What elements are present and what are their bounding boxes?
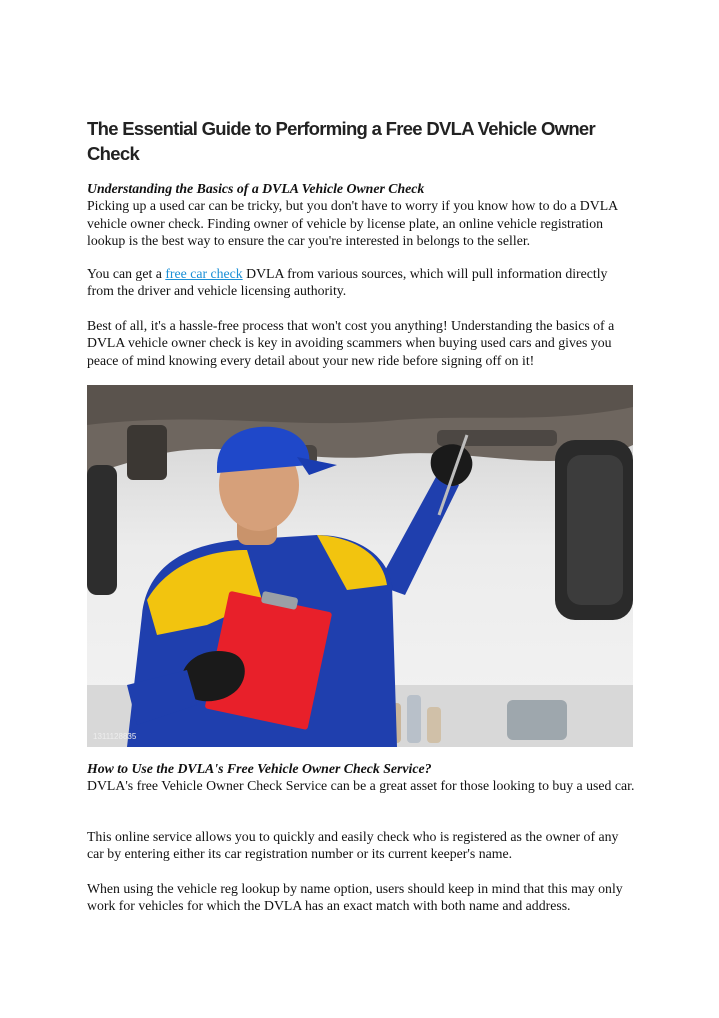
section2-paragraph-2: This online service allows you to quickly and easily check who is registered as the owner of any car by entering either its car registration number or its current keeper's name.: [87, 829, 619, 862]
section2-paragraph-1: DVLA's free Vehicle Owner Check Service can be a great asset for those looking to buy a used car.: [87, 778, 635, 794]
section2-intro: [87, 760, 635, 795]
section2-heading: How to Use the DVLA's Free Vehicle Owner Check Service?: [87, 761, 432, 776]
paragraph-2-text-after: DVLA from various sources, which will pull information directly from the driver and vehicle licensing authority.: [87, 266, 608, 299]
mechanic-illustration: [87, 385, 633, 747]
article-title: The Essential Guide to Performing a Free DVLA Vehicle Owner Check: [87, 118, 596, 164]
section1-intro: [87, 180, 635, 249]
free-car-check-link[interactable]: free car check: [165, 266, 243, 281]
section1-paragraph-2: [87, 265, 635, 300]
section1-paragraph-3: Best of all, it's a hassle-free process that won't cost you anything! Understanding the basics of a DVLA vehicle owner check is key in avoiding scammers when buying used cars and gives you peace of mind knowing every detail about your new ride before signing off on it!: [87, 318, 615, 368]
mechanic-photo: [87, 385, 633, 747]
section2-paragraph-3: When using the vehicle reg lookup by name option, users should keep in mind that this may only work for vehicles for which the DVLA has an exact match with both name and address.: [87, 881, 623, 914]
stock-photo-id: 1311128835: [93, 732, 137, 741]
paragraph-2-text-before: You can get a: [87, 266, 166, 281]
section1-paragraph-1: Picking up a used car can be tricky, but you don't have to worry if you know how to do a DVLA vehicle owner check. Finding owner of vehicle by license plate, an online vehicle registration lookup is the best way to ensure the car you're interested in belongs to the seller.: [87, 198, 618, 248]
section1-heading: Understanding the Basics of a DVLA Vehicle Owner Check: [87, 181, 425, 196]
